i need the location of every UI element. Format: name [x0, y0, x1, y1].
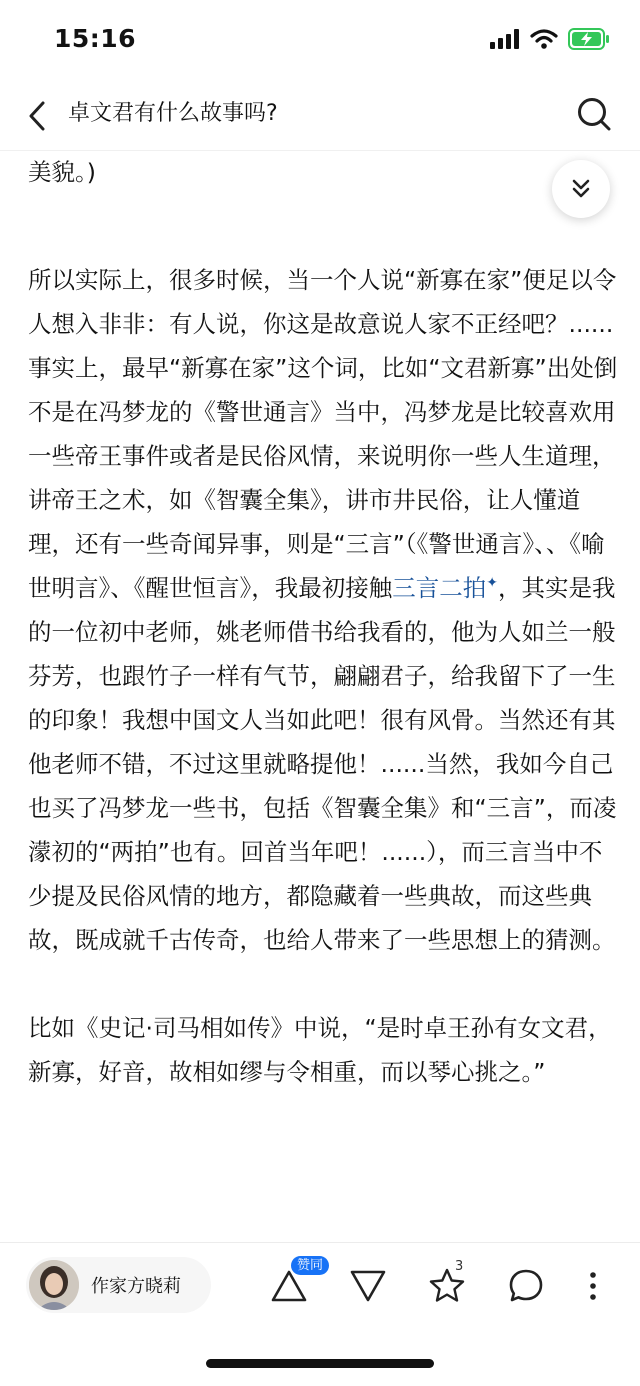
link-mark-icon: ✦ — [486, 575, 498, 592]
collapse-button[interactable] — [552, 160, 610, 218]
status-icons — [490, 28, 610, 50]
author-chip[interactable] — [26, 1257, 211, 1313]
avatar — [29, 1260, 79, 1310]
answer-content — [28, 150, 618, 1094]
back-button[interactable] — [20, 96, 54, 136]
cellular-signal-icon — [490, 29, 520, 49]
paragraph-fragment: 美貌。) — [28, 158, 96, 186]
author-name: 作家方晓莉 — [91, 1276, 181, 1297]
content-fade — [0, 1200, 640, 1242]
avatar-image — [29, 1260, 79, 1310]
paragraph-text: ，其实是我的一位初中老师，姚老师借书给我看的，他为人如兰一般芬芳，也跟竹子一样有气节，翩翩君子，给我留下了一生的印象！我想中国文人当如此吧！很有风骨。当然还有其他老师不错，不过这里就略提他！......当然，我如今自己也买了冯梦龙一些书，包括《智囊全集》和“三言”，而凌濛初的“两拍”也有。回首当年吧！......），而三言当中不少提及民俗风情的地方，都隐藏着一些典故，而这些典故，既成就千古传奇，也给人带来了一些思想上的猜测。 — [28, 574, 617, 954]
more-button[interactable] — [578, 1261, 608, 1311]
search-button[interactable] — [574, 94, 614, 134]
upvote-badge: 赞同 — [291, 1256, 329, 1275]
triangle-down-icon — [349, 1269, 387, 1303]
more-vertical-icon — [589, 1271, 597, 1301]
status-time: 15:16 — [54, 24, 137, 53]
battery-charging-icon — [568, 28, 610, 50]
paragraph-text: 所以实际上，很多时候，当一个人说“新寡在家”便足以令人想入非非：有人说，你这是故意说人家不正经吧？......事实上，最早“新寡在家”这个词，比如“文君新寡”出处倒不是在冯梦龙的《警世通言》当中，冯梦龙是比较喜欢用一些帝王事件或者是民俗风情，来说明你一些人生道理，讲帝王之术，如《智囊全集》，讲市井民俗，让人懂道理，还有一些奇闻异事，则是“三言”（《警世通言》、、《喻世明言》、《醒世恒言》，我最初接触 — [28, 266, 618, 602]
status-bar — [0, 0, 640, 84]
wifi-icon — [530, 29, 558, 49]
paragraph: 比如《史记·司马相如传》中说，“是时卓王孙有女文君，新寡，好音，故相如缪与令相重，而以琴心挑之。” — [28, 1014, 612, 1086]
favorite-count: 3 — [455, 1259, 464, 1274]
double-chevron-down-icon — [570, 178, 592, 200]
downvote-button[interactable] — [347, 1261, 389, 1311]
home-indicator[interactable] — [206, 1359, 434, 1368]
chevron-left-icon — [28, 101, 46, 131]
topic-link[interactable]: 三言二拍 — [392, 574, 487, 602]
comment-button[interactable] — [505, 1261, 547, 1311]
search-icon — [576, 96, 612, 132]
page-title[interactable]: 卓文君有什么故事吗? — [68, 101, 278, 126]
comment-bubble-icon — [507, 1267, 545, 1305]
paragraph — [28, 258, 618, 962]
nav-bar — [0, 84, 640, 151]
